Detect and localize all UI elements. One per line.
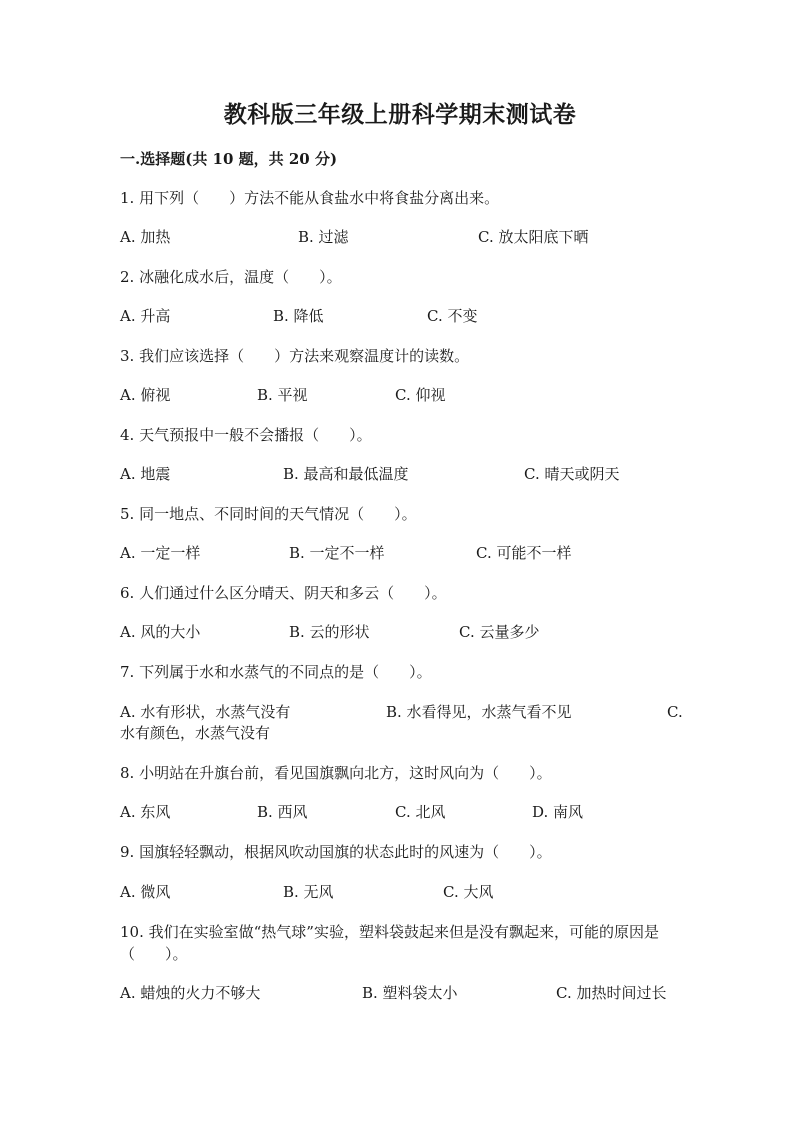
- q1-option-c[interactable]: C. 放太阳底下晒: [478, 228, 589, 246]
- question-1: 1. 用下列（ ）方法不能从食盐水中将食盐分离出来。: [120, 189, 500, 207]
- q3-option-c[interactable]: C. 仰视: [395, 386, 446, 404]
- q4-option-c[interactable]: C. 晴天或阴天: [524, 465, 620, 483]
- q1-option-a[interactable]: A. 加热: [120, 228, 171, 246]
- q9-option-a[interactable]: A. 微风: [120, 883, 171, 901]
- question-5: 5. 同一地点、不同时间的天气情况（ ）。: [120, 505, 417, 523]
- q5-option-c[interactable]: C. 可能不一样: [476, 544, 572, 562]
- q8-option-c[interactable]: C. 北风: [395, 803, 446, 821]
- q6-option-a[interactable]: A. 风的大小: [120, 623, 201, 641]
- q2-option-b[interactable]: B. 降低: [273, 307, 324, 325]
- question-9: 9. 国旗轻轻飘动，根据风吹动国旗的状态此时的风速为（ ）。: [120, 843, 552, 861]
- question-7: 7. 下列属于水和水蒸气的不同点的是（ ）。: [120, 663, 432, 681]
- q10-option-a[interactable]: A. 蜡烛的火力不够大: [120, 984, 261, 1002]
- q7-option-c[interactable]: C.: [667, 703, 683, 721]
- question-6: 6. 人们通过什么区分晴天、阴天和多云（ ）。: [120, 584, 447, 602]
- page-title: 教科版三年级上册科学期末测试卷: [223, 101, 577, 128]
- q9-option-c[interactable]: C. 大风: [443, 883, 494, 901]
- question-4: 4. 天气预报中一般不会播报（ ）。: [120, 426, 372, 444]
- q7-option-c-text[interactable]: 水有颜色，水蒸气没有: [120, 724, 271, 742]
- q6-option-b[interactable]: B. 云的形状: [289, 623, 370, 641]
- question-10: 10. 我们在实验室做“热气球”实验，塑料袋鼓起来但是没有飘起来，可能的原因是（ ）。: [120, 923, 659, 963]
- q4-option-a[interactable]: A. 地震: [120, 465, 171, 483]
- q6-option-c[interactable]: C. 云量多少: [459, 623, 540, 641]
- q3-option-a[interactable]: A. 俯视: [120, 386, 171, 404]
- q2-option-a[interactable]: A. 升高: [120, 307, 171, 325]
- q3-option-b[interactable]: B. 平视: [257, 386, 308, 404]
- question-8: 8. 小明站在升旗台前，看见国旗飘向北方，这时风向为（ ）。: [120, 764, 552, 782]
- q8-option-d[interactable]: D. 南风: [532, 803, 584, 821]
- q9-option-b[interactable]: B. 无风: [283, 883, 334, 901]
- q7-option-a[interactable]: A. 水有形状，水蒸气没有: [120, 703, 291, 721]
- q10-option-c[interactable]: C. 加热时间过长: [556, 984, 667, 1002]
- question-3: 3. 我们应该选择（ ）方法来观察温度计的读数。: [120, 347, 470, 365]
- q8-option-a[interactable]: A. 东风: [120, 803, 171, 821]
- q5-option-a[interactable]: A. 一定一样: [120, 544, 201, 562]
- q2-option-c[interactable]: C. 不变: [427, 307, 478, 325]
- section-heading: 一.选择题(共 10 题，共 20 分): [120, 150, 338, 168]
- q7-option-b[interactable]: B. 水看得见，水蒸气看不见: [386, 703, 572, 721]
- q1-option-b[interactable]: B. 过滤: [298, 228, 349, 246]
- q8-option-b[interactable]: B. 西风: [257, 803, 308, 821]
- q10-option-b[interactable]: B. 塑料袋太小: [362, 984, 458, 1002]
- q4-option-b[interactable]: B. 最高和最低温度: [283, 465, 409, 483]
- q5-option-b[interactable]: B. 一定不一样: [289, 544, 385, 562]
- question-2: 2. 冰融化成水后，温度（ ）。: [120, 268, 342, 286]
